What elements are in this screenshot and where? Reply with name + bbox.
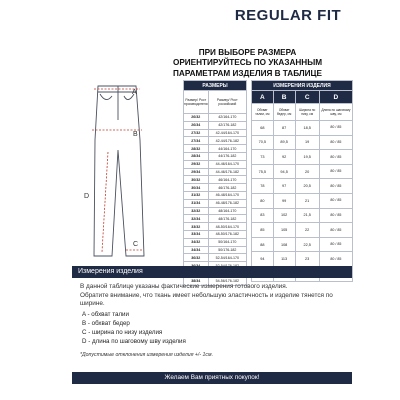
size-row [184, 168, 247, 176]
size-manufacturer-cell: 31/32 [184, 191, 209, 199]
hem-cell: 22,5 [295, 237, 319, 252]
waist-cell: 80 [252, 193, 274, 208]
inseam-cell: 80 / 85 [319, 179, 352, 194]
pants-outline [94, 86, 144, 256]
heading-line-3: ПАРАМЕТРАМ ИЗДЕЛИЯ В ТАБЛИЦЕ [173, 68, 322, 78]
measurement-row [252, 193, 353, 208]
waist-cell: 73 [252, 150, 274, 165]
size-manufacturer-cell: 28/34 [184, 152, 209, 160]
measurement-row [252, 223, 353, 238]
col-letter-c: C [295, 91, 319, 104]
size-row [184, 254, 247, 262]
legend-item-b: B - обхват бедер [82, 320, 130, 327]
size-manufacturer-cell: 30/32 [184, 176, 209, 184]
tolerance-note: *Допустимые отклонения измерения изделия +/- 1см. [80, 352, 214, 358]
measurement-row [252, 135, 353, 150]
size-row [184, 246, 247, 254]
size-row [184, 207, 247, 215]
pants-diagram [78, 80, 158, 260]
measurement-row [252, 208, 353, 223]
size-row [184, 230, 247, 238]
size-manufacturer-cell: 27/34 [184, 137, 209, 145]
measurements-table [251, 80, 353, 282]
size-russian-cell: 44/176-182 [208, 152, 246, 160]
size-row [184, 114, 247, 122]
waist-cell: 85 [252, 223, 274, 238]
col-hips: Обхват бедер, см [273, 104, 295, 121]
size-russian-cell: 44-46/164-170 [208, 160, 246, 168]
size-row [184, 184, 247, 192]
inseam-cell: 80 / 85 [319, 252, 352, 267]
size-russian-cell: 46-48/164-170 [208, 191, 246, 199]
hips-cell: 99 [273, 193, 295, 208]
hips-cell: 113 [273, 252, 295, 267]
info-paragraph-2: Обратите внимание, что ткань имеет небольшую эластичность и изделие тянется по ширине. [80, 292, 333, 307]
size-manufacturer-cell: 29/34 [184, 168, 209, 176]
hem-cell: 19 [295, 135, 319, 150]
hips-cell: 92 [273, 150, 295, 165]
hips-cell: 108 [273, 237, 295, 252]
size-russian-cell: 48/176-182 [208, 215, 246, 223]
legend-item-c: C - ширина по низу изделия [82, 329, 163, 336]
waist-cell: 83 [252, 208, 274, 223]
section-header-measurements: Измерения изделия [72, 266, 352, 278]
hips-cell: 87 [273, 121, 295, 136]
hem-cell: 20 [295, 164, 319, 179]
inseam-cell: 80 / 85 [319, 193, 352, 208]
inseam-measure-line [102, 152, 108, 252]
size-row [184, 145, 247, 153]
size-manufacturer-cell: 34/34 [184, 246, 209, 254]
size-manufacturer-cell: 27/32 [184, 129, 209, 137]
size-row [184, 152, 247, 160]
size-manufacturer-cell: 38/34 [184, 277, 209, 285]
measurement-row [252, 237, 353, 252]
size-manufacturer-cell: 33/32 [184, 223, 209, 231]
label-d: D [84, 193, 90, 200]
size-manufacturer-cell: 29/32 [184, 160, 209, 168]
col-letter-d: D [319, 91, 352, 104]
inseam-cell: 80 / 85 [319, 208, 352, 223]
measurement-row [252, 164, 353, 179]
size-manufacturer-cell: 30/34 [184, 184, 209, 192]
waist-cell: 68 [252, 121, 274, 136]
size-col-russian: Размер/ Рост российский [208, 91, 246, 114]
col-letter-a: A [252, 91, 274, 104]
size-table [183, 80, 247, 286]
heading-line-1: ПРИ ВЫБОРЕ РАЗМЕРА [198, 48, 297, 57]
size-manufacturer-cell: 34/32 [184, 238, 209, 246]
size-russian-cell: 48-50/176-182 [208, 230, 246, 238]
hem-cell: 21,5 [295, 208, 319, 223]
waist-cell: 70,5 [252, 135, 274, 150]
size-russian-cell: 52-54/164-170 [208, 254, 246, 262]
size-russian-cell: 50/176-182 [208, 246, 246, 254]
size-manufacturer-cell: 36/32 [184, 254, 209, 262]
size-russian-cell: 42-44/164-170 [208, 129, 246, 137]
size-manufacturer-cell: 33/34 [184, 230, 209, 238]
waist-cell: 88 [252, 237, 274, 252]
size-russian-cell: 44-46/176-182 [208, 168, 246, 176]
info-paragraph-1: В данной таблице указаны фактические измерения готового изделия. [80, 283, 288, 290]
size-russian-cell: 44/164-170 [208, 145, 246, 153]
size-russian-cell: 42-44/176-182 [208, 137, 246, 145]
hem-cell: 21 [295, 193, 319, 208]
size-row [184, 238, 247, 246]
inseam-cell: 80 / 85 [319, 164, 352, 179]
hem-cell: 22 [295, 223, 319, 238]
legend-item-a: A - обхват талии [82, 311, 129, 318]
size-manufacturer-cell: 31/34 [184, 199, 209, 207]
hips-cell: 102 [273, 208, 295, 223]
hem-cell: 18,5 [295, 121, 319, 136]
hips-cell: 105 [273, 223, 295, 238]
measurements-title: ИЗМЕРЕНИЯ ИЗДЕЛИЯ [252, 81, 353, 91]
size-row [184, 160, 247, 168]
label-b: B [133, 131, 138, 138]
waist-cell: 78 [252, 179, 274, 194]
hips-cell: 97 [273, 179, 295, 194]
hem-cell: 19,5 [295, 150, 319, 165]
brand-title: REGULAR FIT [234, 7, 342, 24]
inseam-cell: 80 / 85 [319, 121, 352, 136]
size-russian-cell: 54-56/176-182 [208, 277, 246, 285]
label-a: A [132, 89, 137, 96]
size-row [184, 121, 247, 129]
size-manufacturer-cell: 28/32 [184, 145, 209, 153]
inseam-cell: 80 / 85 [319, 135, 352, 150]
label-c: C [133, 241, 139, 248]
size-row [184, 199, 247, 207]
measurement-row [252, 121, 353, 136]
size-row [184, 215, 247, 223]
waist-cell: 94 [252, 252, 274, 267]
heading-line-2: ОРИЕНТИРУЙТЕСЬ ПО УКАЗАННЫМ [172, 58, 323, 68]
size-manufacturer-cell: 32/34 [184, 215, 209, 223]
size-col-manufacturer: Размер/ Рост производителя [184, 91, 209, 114]
inseam-cell: 80 / 85 [319, 237, 352, 252]
measurement-row [252, 150, 353, 165]
footer-banner: Желаем Вам приятных покупок! [72, 372, 352, 384]
hem-cell: 23 [295, 252, 319, 267]
hips-cell: 94,5 [273, 164, 295, 179]
hem-cell: 20,5 [295, 179, 319, 194]
waist-cell: 75,5 [252, 164, 274, 179]
measurement-row [252, 179, 353, 194]
size-russian-cell: 48/164-170 [208, 207, 246, 215]
size-row [184, 176, 247, 184]
size-manufacturer-cell: 26/34 [184, 121, 209, 129]
size-row [184, 191, 247, 199]
col-inseam: Длина по шаговому шву, см [319, 104, 352, 121]
hips-cell: 89,5 [273, 135, 295, 150]
size-row [184, 223, 247, 231]
size-table-title: РАЗМЕРЫ [184, 81, 247, 91]
size-guide-heading [150, 48, 345, 79]
col-letter-b: B [273, 91, 295, 104]
col-waist: Обхват талии, см [252, 104, 274, 121]
size-russian-cell: 42/176-182 [208, 121, 246, 129]
size-row [184, 137, 247, 145]
size-manufacturer-cell: 26/32 [184, 114, 209, 122]
size-russian-cell: 42/164-170 [208, 114, 246, 122]
size-russian-cell: 46/176-182 [208, 184, 246, 192]
legend-item-d: D - длина по шаговому шву изделия [82, 338, 186, 345]
col-hem: Ширина по низу, см [295, 104, 319, 121]
inseam-cell: 80 / 85 [319, 223, 352, 238]
size-russian-cell: 50/164-170 [208, 238, 246, 246]
inseam-cell: 80 / 85 [319, 150, 352, 165]
size-row [184, 129, 247, 137]
measurement-row [252, 252, 353, 267]
size-russian-cell: 46-48/176-182 [208, 199, 246, 207]
size-russian-cell: 46/164-170 [208, 176, 246, 184]
size-russian-cell: 48-50/164-170 [208, 223, 246, 231]
size-manufacturer-cell: 32/32 [184, 207, 209, 215]
